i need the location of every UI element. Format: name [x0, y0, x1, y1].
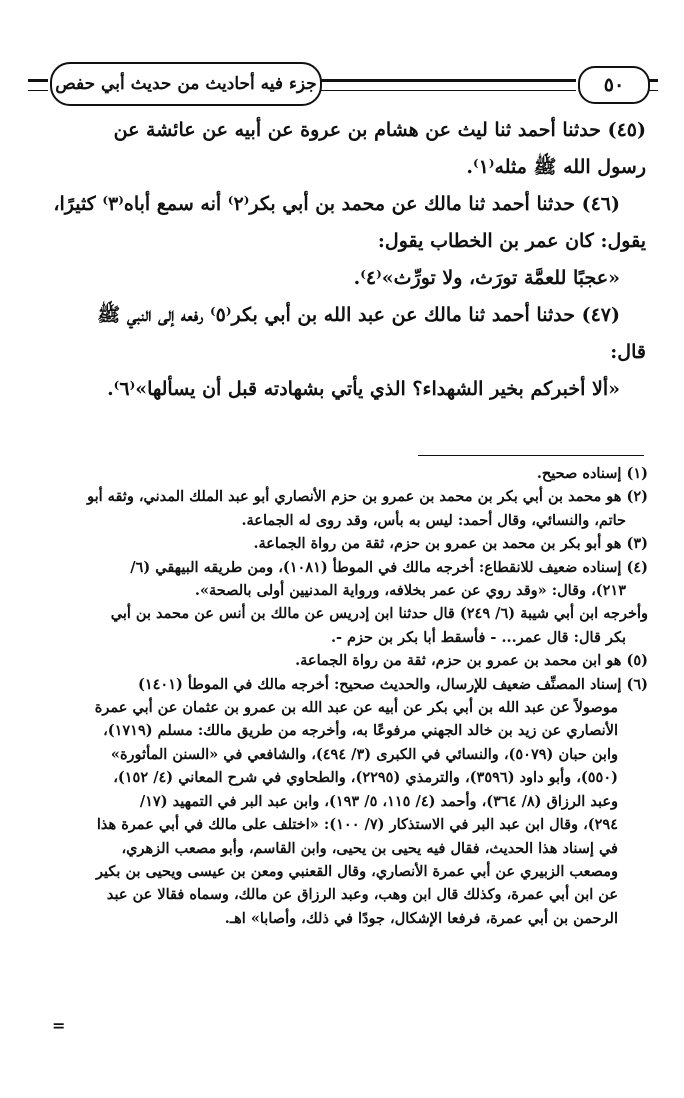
page-number-text: ٥٠ — [603, 74, 625, 96]
footnote-4: (٤) إسناده ضعيف للانقطاع: أخرجه مالك في الموطأ (١٠٨١)، ومن طريقه البيهقي (٦/ — [130, 558, 648, 576]
hadith-45-line-1: (٤٥) حدثنا أحمد ثنا ليث عن هشام بن عروة عن أبيه عن عائشة عن — [113, 119, 646, 141]
hadith-46-quote: «عجبًا للعمَّة تورَث، ولا تورِّث»⁽٤⁾. — [353, 267, 620, 289]
hadith-47-line-1: (٤٧) حدثنا أحمد ثنا مالك عن عبد الله بن أبي بكر⁽٥⁾ رفعه إلى النبي ﷺ — [97, 304, 620, 326]
footnote-6-cont-1: موصولاً عن عبد الله بن أبي بكر عن أبيه عن عبد الله بن عمرو بن عثمان عن أبي عمرة — [94, 699, 618, 717]
footnote-6-cont-6: ٢٩٤)، وقال ابن عبد البر في الاستذكار (٧/ ١٠٠): «اختلف على مالك في أبي عمرة هذا — [96, 816, 618, 834]
footnote-4-cont-3: بكر قال: قال عمر... - فأسقط أبا بكر بن حزم -. — [330, 628, 626, 646]
header-rule-left — [28, 79, 48, 91]
footnote-6-cont-7: في إسناد هذا الحديث، فقال فيه يحيى بن يحيى، وابن القاسم، وأبو مصعب الزهري، — [121, 839, 618, 857]
footnote-6: (٦) إسناد المصنِّف ضعيف للإرسال، والحديث صحيح: أخرجه مالك في الموطأ (١٤٠١) — [137, 675, 648, 693]
footnote-6-cont-4: (٥٥٠)، وأبو داود (٣٥٩٦)، والترمذي (٢٢٩٥)، والطحاوي في شرح المعاني (٤/ ١٥٢)، — [113, 769, 618, 787]
footnote-2-cont: حاتم، والنسائي، وقال أحمد: ليس به بأس، وقد روى له الجماعة. — [241, 511, 626, 529]
main-text — [40, 112, 646, 408]
footnote-1: (١) إسناده صحيح. — [536, 465, 648, 482]
hadith-45-line-2: رسول الله ﷺ مثله⁽١⁾. — [466, 156, 646, 178]
footnote-6-cont-5: وعبد الرزاق (٨/ ٣٦٤)، وأحمد (٤/ ١١٥، ٥/ ١٩٣)، وابن عبد البر في التمهيد (١٧/ — [139, 792, 618, 810]
footnote-4-cont: ٢١٣)، وقال: «وقد روي عن عمر بخلافه، ورواية المدنيين أولى بالصحة». — [194, 582, 626, 600]
footnote-3: (٣) هو أبو بكر بن محمد بن عمرو بن حزم، ثقة من رواة الجماعة. — [253, 535, 648, 553]
footnote-6-cont-9: عن ابن أبي عمرة، وكذلك قال ابن وهب، وعبد الرزاق عن مالك، وسماه فقالا عن عبد — [106, 886, 618, 904]
footnote-4-cont-2: وأخرجه ابن أبي شيبة (٦/ ٢٤٩) قال حدثنا ابن إدريس عن مالك بن أنس عن محمد بن أبي — [110, 605, 648, 623]
footnote-6-cont-3: وابن حبان (٥٠٧٩)، والنسائي في الكبرى (٣/ ٤٩٤)، والشافعي في «السنن المأثورة» — [110, 745, 618, 763]
page-header — [28, 62, 658, 106]
footnote-2: (٢) هو محمد بن أبي بكر بن محمد بن عمرو بن حزم الأنصاري أبو عبد الملك المدني، وثقه أبو — [87, 488, 648, 506]
footnote-separator — [418, 455, 644, 456]
footnote-6-cont-2: الأنصاري عن زيد بن خالد الجهني مرفوعًا به، وأخرجه من طريق مالك: مسلم (١٧١٩)، — [103, 722, 618, 740]
hadith-47-quote: «ألا أخبركم بخير الشهداء؟ الذي يأتي بشهادته قبل أن يسألها»⁽٦⁾. — [107, 378, 620, 400]
end-mark: = — [52, 1016, 66, 1035]
page-number — [578, 66, 650, 104]
hadith-47-line-2: قال: — [610, 341, 646, 363]
footnotes — [38, 462, 648, 930]
header-rule-middle — [320, 79, 576, 91]
footnote-5: (٥) هو ابن محمد بن عمرو بن حزم، ثقة من رواة الجماعة. — [295, 652, 648, 670]
footnote-6-cont-8: ومصعب الزبيري عن أبي عمرة الأنصاري، وقال القعنبي ومعن بن عيسى ويحيى بن بكير — [95, 862, 618, 880]
footnote-6-cont-10: الرحمن بن أبي عمرة، فرفعا الإشكال، جودًا في ذلك، وأصابا» اهـ. — [224, 909, 618, 927]
hadith-46-line-1: (٤٦) حدثنا أحمد ثنا مالك عن محمد بن أبي بكر⁽٢⁾ أنه سمع أباه⁽٣⁾ كثيرًا، — [53, 193, 620, 215]
header-rule-right — [648, 79, 658, 91]
book-title-text: جزء فيه أحاديث من حديث أبي حفص — [55, 74, 317, 94]
hadith-46-line-2: يقول: كان عمر بن الخطاب يقول: — [377, 230, 646, 252]
book-title — [50, 62, 322, 106]
